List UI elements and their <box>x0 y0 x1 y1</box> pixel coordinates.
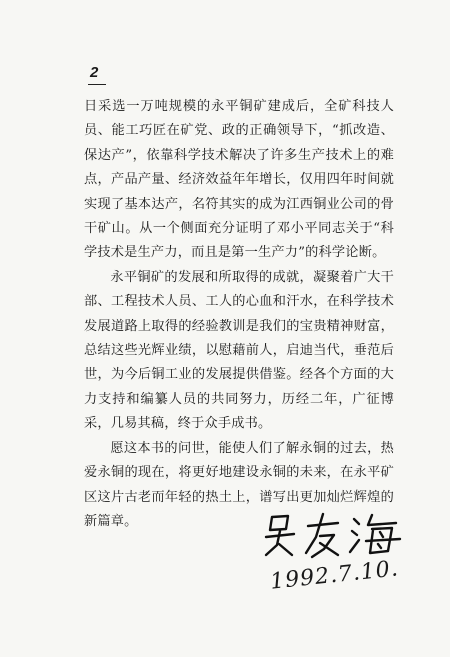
paragraph-2: 永平铜矿的发展和所取得的成就，凝聚着广大干部、工程技术人员、工人的心血和汗水，在科学技术发展道路上取得的经验教训是我们的宝贵精神财富，总结这些光辉业绩，以慰藉前人，启迪当代，垂范后世，为今后铜工业的发展提供借鉴。经各个方面的大力支持和编纂人员的共同努力，历经二年，广征博采，几易其稿，终于众手成书。 <box>84 269 394 432</box>
signature-block <box>250 505 440 595</box>
page-number: 2 <box>90 64 99 81</box>
body-text <box>84 95 394 534</box>
handwritten-signature <box>250 505 440 565</box>
paragraph-3: 愿这本书的问世，能使人们了解永铜的过去，热爱永铜的现在，将更好地建设永铜的未来，在永平矿区这片古老而年轻的热土上，谱写出更加灿烂辉煌的新篇章。 <box>84 440 394 529</box>
paragraph-1: 日采选一万吨规模的永平铜矿建成后，全矿科技人员、能工巧匠在矿党、政的正确领导下，“抓改造、保达产”，依靠科学技术解决了许多生产技术上的难点，产品产量、经济效益年年增长，仅用四年时间就实现了基本达产，名符其实的成为江西铜业公司的骨干矿山。从一个侧面充分证明了邓小平同志关于“科学技术是生产力，而且是第一生产力”的科学论断。 <box>84 99 394 261</box>
signature-date: 1992.7.10. <box>269 556 400 595</box>
page-number-underline <box>88 84 106 85</box>
